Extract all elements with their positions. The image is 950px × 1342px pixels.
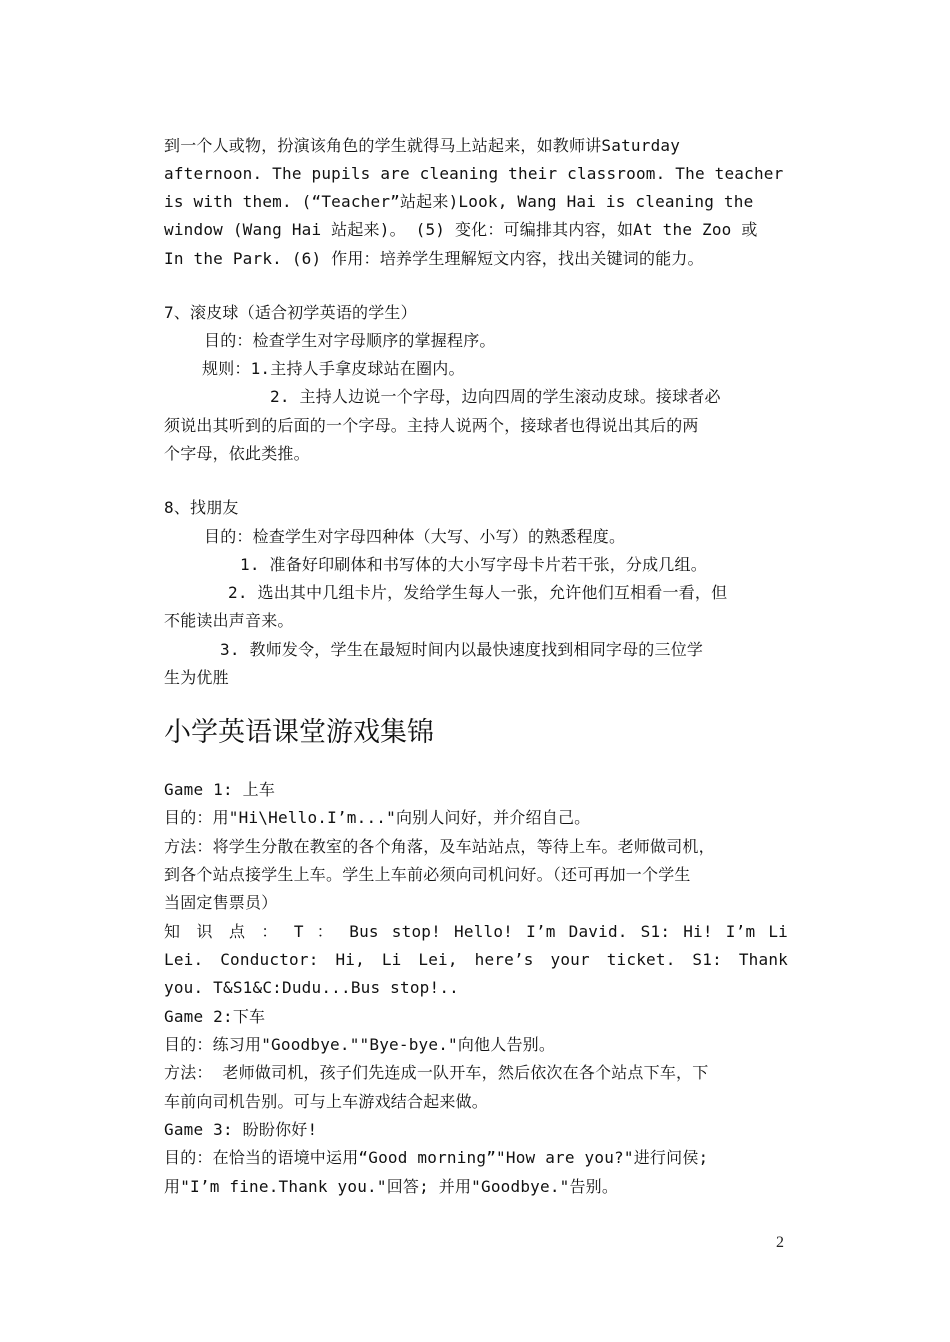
game8-step3-line: 生为优胜 [164, 668, 229, 687]
game7-rule2-line: 2. 主持人边说一个字母，边向四周的学生滚动皮球。接球者必 [270, 387, 721, 406]
game8-step1: 1. 准备好印刷体和书写体的大小写字母卡片若干张，分成几组。 [240, 555, 707, 574]
game2-method-line: 车前向司机告别。可与上车游戏结合起来做。 [164, 1092, 489, 1111]
game7-rule2-line: 须说出其听到的后面的一个字母。主持人说两个，接球者也得说出其后的两 [164, 416, 699, 435]
game1-purpose: 目的：用"Hi\Hello.I’m..."向别人问好，并介绍自己。 [164, 808, 591, 827]
game3-purpose-line: 用"I’m fine.Thank you."回答; 并用"Goodbye."告别。 [164, 1177, 619, 1196]
game8-title: 8、找朋友 [164, 498, 239, 517]
paragraph-line: 到一个人或物，扮演该角色的学生就得马上站起来，如教师讲Saturday [164, 136, 681, 155]
game2-method-line: 方法： 老师做司机，孩子们先连成一队开车，然后依次在各个站点下车，下 [164, 1063, 709, 1082]
game7-rule1: 规则：1.主持人手拿皮球站在圈内。 [202, 359, 465, 378]
game8-step2-line: 不能读出声音来。 [164, 611, 294, 630]
paragraph-line: window (Wang Hai 站起来)。 (5) 变化：可编排其内容，如At the Zoo 或 [164, 220, 758, 239]
game2-title: Game 2:下车 [164, 1007, 266, 1026]
game8-purpose: 目的：检查学生对字母四种体（大写、小写）的熟悉程度。 [204, 527, 626, 546]
game1-method-line: 到各个站点接学生上车。学生上车前必须向司机问好。（还可再加一个学生 [164, 865, 691, 884]
game1-knowledge-line: Lei. Conductor: Hi, Li Lei, here’s your ticket. S1: Thank [164, 950, 788, 969]
game1-method-line: 方法：将学生分散在教室的各个角落，及车站站点，等待上车。老师做司机， [164, 837, 715, 856]
game3-title: Game 3: 盼盼你好! [164, 1120, 318, 1139]
game7-title: 7、滚皮球（适合初学英语的学生） [164, 303, 417, 322]
game1-knowledge-line: 知 识 点 ： T ： Bus stop! Hello! I’m David. S1: Hi! I’m Li [164, 922, 788, 941]
section-heading: 小学英语课堂游戏集锦 [164, 717, 434, 748]
game7-rule2-line: 个字母，依此类推。 [164, 444, 310, 463]
game8-step3-line: 3. 教师发令，学生在最短时间内以最快速度找到相同字母的三位学 [220, 640, 704, 659]
game8-step2-line: 2. 选出其中几组卡片，发给学生每人一张，允许他们互相看一看，但 [228, 583, 728, 602]
paragraph-line: afternoon. The pupils are cleaning their classroom. The teacher [164, 164, 784, 183]
paragraph-line: is with them. (“Teacher”站起来)Look, Wang Hai is cleaning the [164, 192, 754, 211]
paragraph-line: In the Park. (6) 作用：培养学生理解短文内容，找出关键词的能力。 [164, 249, 704, 268]
game1-method-line: 当固定售票员） [164, 893, 278, 912]
game1-knowledge-line: you. T&S1&C:Dudu...Bus stop!.. [164, 978, 459, 997]
game7-purpose: 目的：检查学生对字母顺序的掌握程序。 [204, 331, 496, 350]
game3-purpose-line: 目的：在恰当的语境中运用“Good morning”"How are you?"进行问侯; [164, 1148, 709, 1167]
page-number: 2 [776, 1234, 784, 1251]
game2-purpose: 目的：练习用"Goodbye.""Bye-bye."向他人告别。 [164, 1035, 556, 1054]
game1-title: Game 1: 上车 [164, 780, 276, 799]
